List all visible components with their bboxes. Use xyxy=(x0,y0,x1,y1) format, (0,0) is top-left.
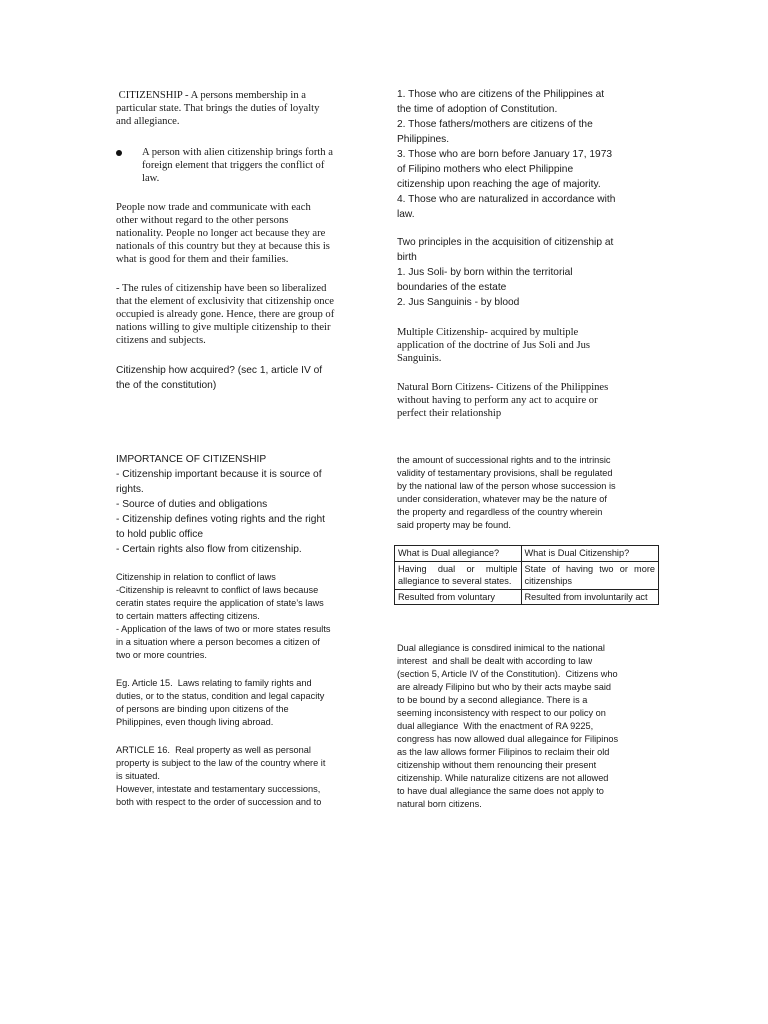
table-header-row xyxy=(395,546,659,562)
text-line: Sanguinis. xyxy=(397,353,442,364)
text-line: what is good for them and their families. xyxy=(116,254,289,265)
text-line: seeming inconsistency with respect to our policy on xyxy=(397,708,606,718)
text-line: the property and regardless of the country wherein xyxy=(397,507,603,517)
bullet-icon xyxy=(116,150,122,156)
list-item: law. xyxy=(397,209,415,220)
table-cell: Resulted from voluntary xyxy=(395,589,522,605)
list-item: 1. Those who are citizens of the Philippines at xyxy=(397,89,605,100)
list-item: 3. Those who are born before January 17, 1973 xyxy=(397,149,613,160)
text-line: and allegiance. xyxy=(116,116,180,127)
text-line: CITIZENSHIP - A persons membership in a xyxy=(116,90,306,101)
text-line: rights. xyxy=(116,484,144,495)
text-line: congress has now allowed dual allegaince for Filipinos xyxy=(397,734,619,744)
list-item: the time of adoption of Constitution. xyxy=(397,104,558,115)
list-item: citizenship upon reaching the age of majority. xyxy=(397,179,601,190)
table-cell: Resulted from involuntarily act xyxy=(521,589,658,605)
text-line: ceratin states require the application of state’s laws xyxy=(116,598,324,608)
text-line: Eg. Article 15. Laws relating to family rights and xyxy=(116,678,312,688)
text-line: boundaries of the estate xyxy=(397,282,507,293)
text-line: - Citizenship important because it is source of xyxy=(116,469,322,480)
bullet-item xyxy=(142,146,376,185)
table-row xyxy=(395,561,659,589)
text-line: However, intestate and testamentary successions, xyxy=(116,784,321,794)
text-line: (section 5, Article IV of the Constitution). Citizens who xyxy=(397,669,618,679)
text-line: Dual allegiance is consdired inimical to the national xyxy=(397,643,605,653)
succession-continuation xyxy=(397,454,659,532)
article-15 xyxy=(116,677,378,729)
text-line: that the element of exclusivity that citizenship once xyxy=(116,296,334,307)
list-item: 4. Those who are naturalized in accordance with xyxy=(397,194,616,205)
table-header: What is Dual Citizenship? xyxy=(521,546,658,562)
text-line: Multiple Citizenship- acquired by multiple xyxy=(397,327,579,338)
text-line: under consideration, whatever may be the nature of xyxy=(397,494,607,504)
text-line: the of the constitution) xyxy=(116,380,217,391)
text-line: said property may be found. xyxy=(397,520,511,530)
table-row xyxy=(395,589,659,605)
text-line: citizens and subjects. xyxy=(116,335,206,346)
text-line: foreign element that triggers the conflict of xyxy=(142,160,325,171)
text-line: interest and shall be dealt with according to law xyxy=(397,656,593,666)
text-line: property is subject to the law of the country where it xyxy=(116,758,326,768)
text-line: to certain matters affecting citizens. xyxy=(116,611,260,621)
text-line: 1. Jus Soli- by born within the territorial xyxy=(397,267,573,278)
text-line: to hold public office xyxy=(116,529,204,540)
text-line: - Application of the laws of two or more states results xyxy=(116,624,331,634)
table-cell: State of having two or more citizenships xyxy=(521,561,658,589)
section-heading: IMPORTANCE OF CITIZENSHIP xyxy=(116,454,267,465)
text-line: to have dual allegiance the same does not apply to xyxy=(397,786,604,796)
text-line: two or more countries. xyxy=(116,650,207,660)
text-line: Citizenship in relation to conflict of laws xyxy=(116,572,276,582)
text-line: validity of testamentary provisions, shall be regulated xyxy=(397,468,613,478)
importance-section xyxy=(116,452,376,557)
text-line: perfect their relationship xyxy=(397,408,502,419)
text-line: birth xyxy=(397,252,417,263)
text-line: Two principles in the acquisition of citizenship at xyxy=(397,237,614,248)
citizens-list xyxy=(397,87,659,222)
text-line: without having to perform any act to acquire or xyxy=(397,395,598,406)
list-item: 2. Those fathers/mothers are citizens of the xyxy=(397,119,593,130)
dual-allegiance-paragraph xyxy=(397,642,659,811)
text-line: are already Filipino but who by their acts maybe said xyxy=(397,682,611,692)
text-line: nationals of this country but they at because this is xyxy=(116,241,330,252)
text-line: Citizenship how acquired? (sec 1, article IV of xyxy=(116,365,323,376)
natural-born-citizens xyxy=(397,381,659,420)
dual-comparison-table xyxy=(394,545,659,605)
text-line: Natural Born Citizens- Citizens of the Philippines xyxy=(397,382,609,393)
rules-paragraph xyxy=(116,282,376,347)
conflict-of-laws xyxy=(116,571,378,662)
text-line: - Source of duties and obligations xyxy=(116,499,268,510)
text-line: occupied is already gone. Hence, there are group of xyxy=(116,309,335,320)
principles-section xyxy=(397,235,659,310)
multiple-citizenship xyxy=(397,326,659,365)
text-line: A person with alien citizenship brings forth a xyxy=(142,147,333,158)
text-line: 2. Jus Sanguinis - by blood xyxy=(397,297,520,308)
article-16 xyxy=(116,744,378,809)
text-line: both with respect to the order of succession and to xyxy=(116,797,322,807)
text-line: duties, or to the status, condition and legal capacity xyxy=(116,691,325,701)
text-line: to be bound by a second allegiance. There is a xyxy=(397,695,588,705)
text-line: is situated. xyxy=(116,771,160,781)
text-line: natural born citizens. xyxy=(397,799,482,809)
table-header: What is Dual allegiance? xyxy=(395,546,522,562)
text-line: in a situation where a person becomes a citizen of xyxy=(116,637,320,647)
text-line: Philippines, even though living abroad. xyxy=(116,717,274,727)
text-line: nationality. People no longer act because they are xyxy=(116,228,326,239)
citizenship-definition xyxy=(116,89,376,128)
text-line: - Citizenship defines voting rights and the right xyxy=(116,514,325,525)
how-acquired xyxy=(116,363,376,393)
text-line: particular state. That brings the duties of loyalty xyxy=(116,103,320,114)
text-line: - The rules of citizenship have been so liberalized xyxy=(116,283,327,294)
list-item: of Filipino mothers who elect Philippine xyxy=(397,164,574,175)
text-line: citizenship. While naturalize citizens are not allowed xyxy=(397,773,609,783)
text-line: by the national law of the person whose succession is xyxy=(397,481,616,491)
text-line: law. xyxy=(142,173,160,184)
table-cell: Having dual or multiple allegiance to several states. xyxy=(395,561,522,589)
text-line: dual allegiance With the enactment of RA 9225, xyxy=(397,721,594,731)
text-line: as the law allows former Filipinos to reclaim their old xyxy=(397,747,610,757)
text-line: -Citizenship is releavnt to conflict of laws because xyxy=(116,585,319,595)
text-line: of persons are binding upon citizens of the xyxy=(116,704,289,714)
text-line: other without regard to the other persons xyxy=(116,215,289,226)
list-item: Philippines. xyxy=(397,134,450,145)
text-line: the amount of successional rights and to the intrinsic xyxy=(397,455,611,465)
text-line: citizenship without them renouncing their present xyxy=(397,760,597,770)
text-line: ARTICLE 16. Real property as well as personal xyxy=(116,745,311,755)
text-line: nations willing to give multiple citizenship to their xyxy=(116,322,331,333)
trade-paragraph xyxy=(116,201,376,266)
text-line: - Certain rights also flow from citizenship. xyxy=(116,544,302,555)
text-line: application of the doctrine of Jus Soli and Jus xyxy=(397,340,591,351)
text-line: People now trade and communicate with each xyxy=(116,202,311,213)
